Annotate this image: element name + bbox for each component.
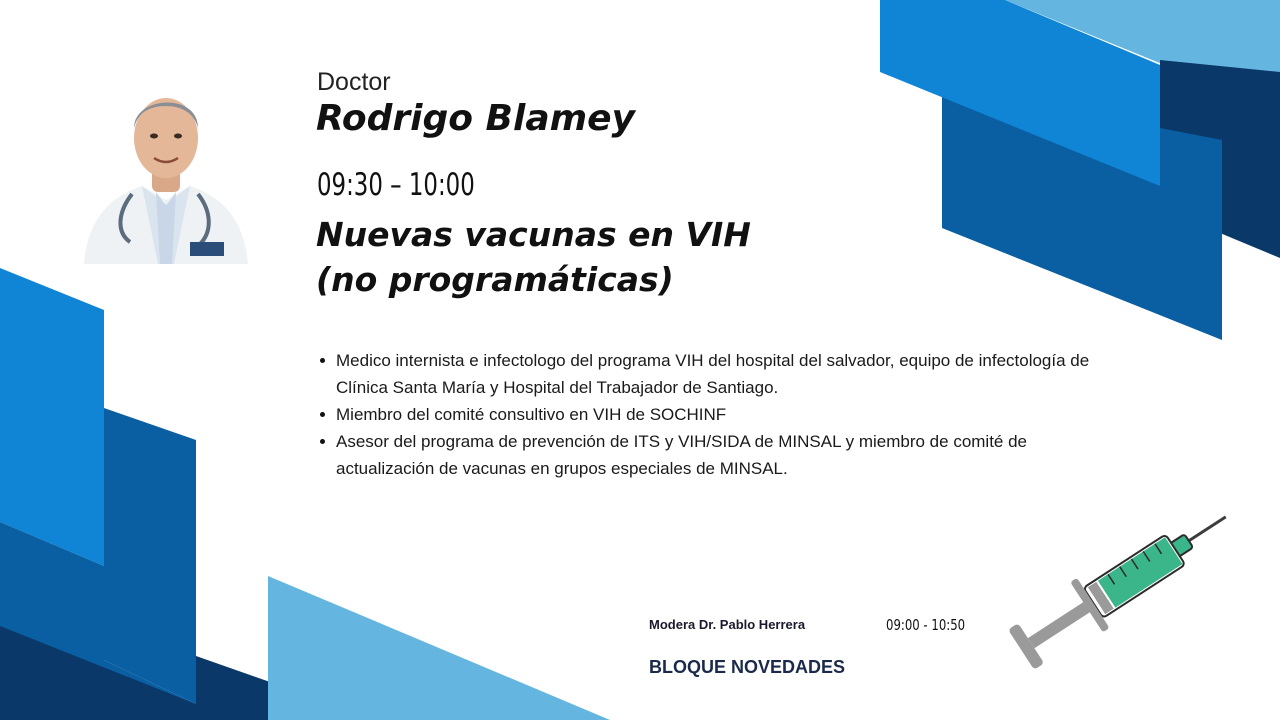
talk-title: Nuevas vacunas en VIH (no programáticas) — [316, 215, 751, 299]
syringe-icon — [980, 510, 1240, 675]
speaker-prefix: Doctor — [317, 68, 391, 96]
bg-shape-bottom-light — [268, 576, 610, 720]
bg-shape-bottom-navy — [196, 656, 270, 720]
bg-shape-left-deep — [104, 408, 196, 704]
speaker-bio-list — [316, 347, 1106, 482]
speaker-photo — [78, 82, 254, 264]
bio-item: Medico internista e infectologo del programa VIH del hospital del salvador, equipo de infectología de Clínica Santa María y Hospital del Trabajador de Santiago. — [336, 347, 1106, 401]
speaker-photo-illustration — [78, 82, 254, 264]
bio-item: Miembro del comité consultivo en VIH de SOCHINF — [336, 401, 1106, 428]
bg-shape-left-mid — [0, 268, 104, 566]
block-name: BLOQUE NOVEDADES — [649, 657, 846, 677]
talk-time: 09:30 – 10:00 — [317, 167, 475, 203]
speaker-name: Rodrigo Blamey — [316, 98, 636, 139]
block-moderator: Modera Dr. Pablo Herrera — [649, 617, 806, 632]
block-time: 09:00 - 10:50 — [886, 616, 966, 634]
bio-item: Asesor del programa de prevención de ITS y VIH/SIDA de MINSAL y miembro de comité de actualización de vacunas en grupos especiales de MINSAL. — [336, 428, 1106, 482]
